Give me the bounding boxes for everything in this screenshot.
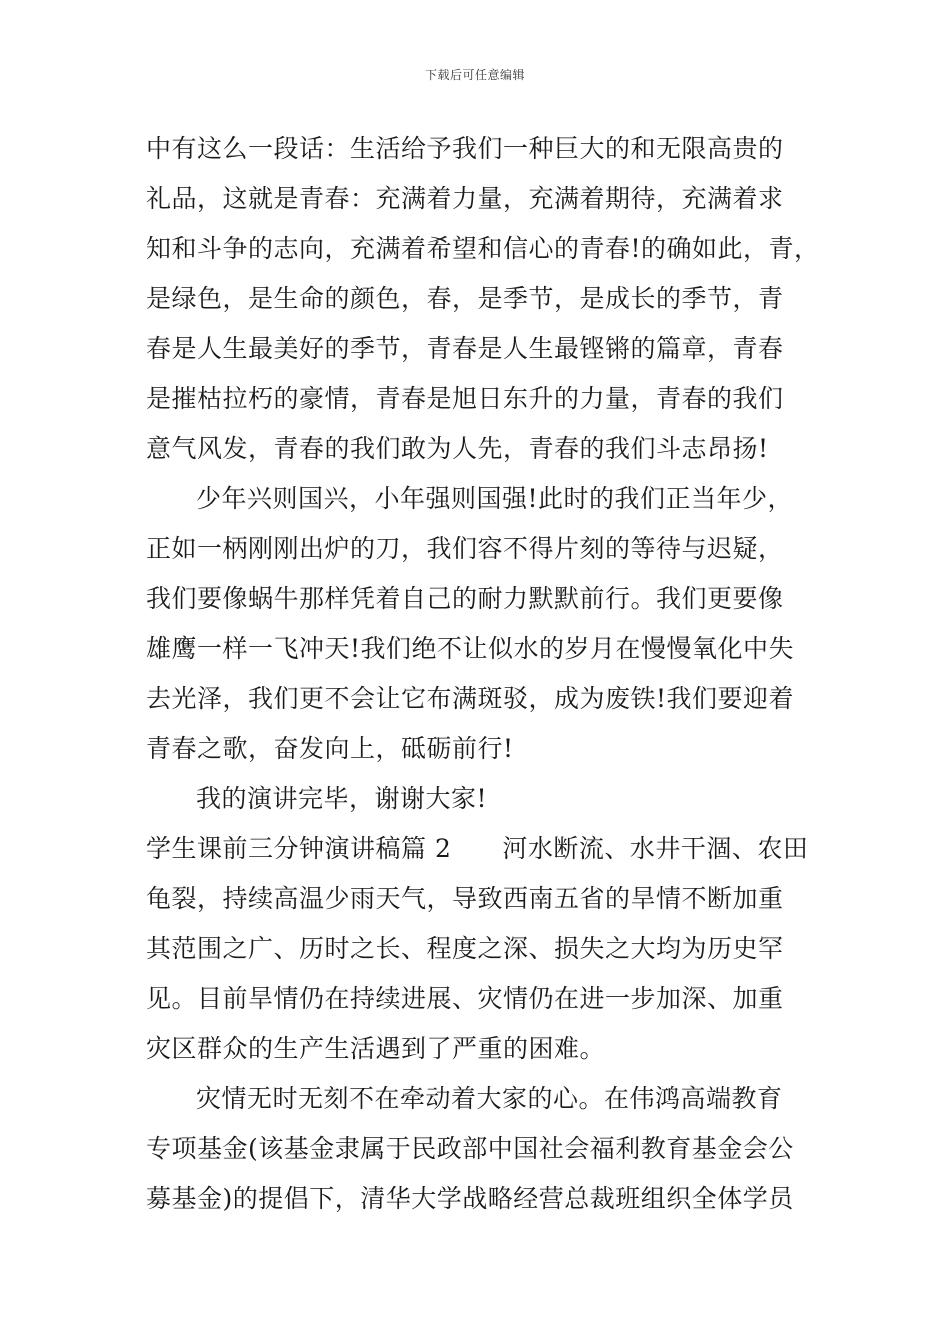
paragraph-line: 我的演讲完毕，谢谢大家! [196,784,488,813]
paragraph-line: 灾情无时无刻不在牵动着大家的心。在伟鸿高端教育 [196,1084,783,1113]
paragraph-line: 去光泽，我们更不会让它布满斑驳，成为废铁!我们要迎着 [146,684,795,713]
page-header: 下载后可任意编辑 [424,68,525,82]
paragraph-line: 见。目前旱情仍在持续进展、灾情仍在进一步加深、加重 [146,984,784,1013]
paragraph-line: 礼品，这就是青春：充满着力量，充满着期待，充满着求 [146,184,784,213]
paragraph-line: 是摧枯拉朽的豪情，青春是旭日东升的力量，青春的我们 [146,384,784,413]
paragraph-line: 青春之歌，奋发向上，砥砺前行! [146,734,514,763]
section-heading-line: 学生课前三分钟演讲稿篇 2 河水断流、水井干涸、农田 [146,834,809,863]
paragraph-line: 龟裂，持续高温少雨天气，导致西南五省的旱情不断加重 [146,884,784,913]
paragraph-line: 意气风发，青春的我们敢为人先，青春的我们斗志昂扬! [146,434,769,463]
paragraph-line: 是绿色，是生命的颜色，春，是季节，是成长的季节，青 [146,284,784,313]
paragraph-line: 雄鹰一样一飞冲天!我们绝不让似水的岁月在慢慢氧化中失 [146,634,795,663]
paragraph-line: 灾区群众的生产生活遇到了严重的困难。 [146,1034,606,1063]
paragraph-line: 我们要像蜗牛那样凭着自己的耐力默默前行。我们更要像 [146,584,784,613]
paragraph-line: 中有这么一段话：生活给予我们一种巨大的和无限高贵的 [146,134,784,163]
paragraph-line: 专项基金(该基金隶属于民政部中国社会福利教育基金会公 [146,1134,794,1163]
paragraph-line: 正如一柄刚刚出炉的刀，我们容不得片刻的等待与迟疑， [146,534,784,563]
paragraph-line: 春是人生最美好的季节，青春是人生最铿锵的篇章，青春 [146,334,784,363]
paragraph-line: 其范围之广、历时之长、程度之深、损失之大均为历史罕 [146,934,784,963]
paragraph-line: 少年兴则国兴，小年强则国强!此时的我们正当年少， [196,484,794,513]
paragraph-line: 知和斗争的志向，充满着希望和信心的青春!的确如此，青， [146,234,820,263]
paragraph-line: 募基金)的提倡下，清华大学战略经营总裁班组织全体学员 [146,1184,794,1213]
